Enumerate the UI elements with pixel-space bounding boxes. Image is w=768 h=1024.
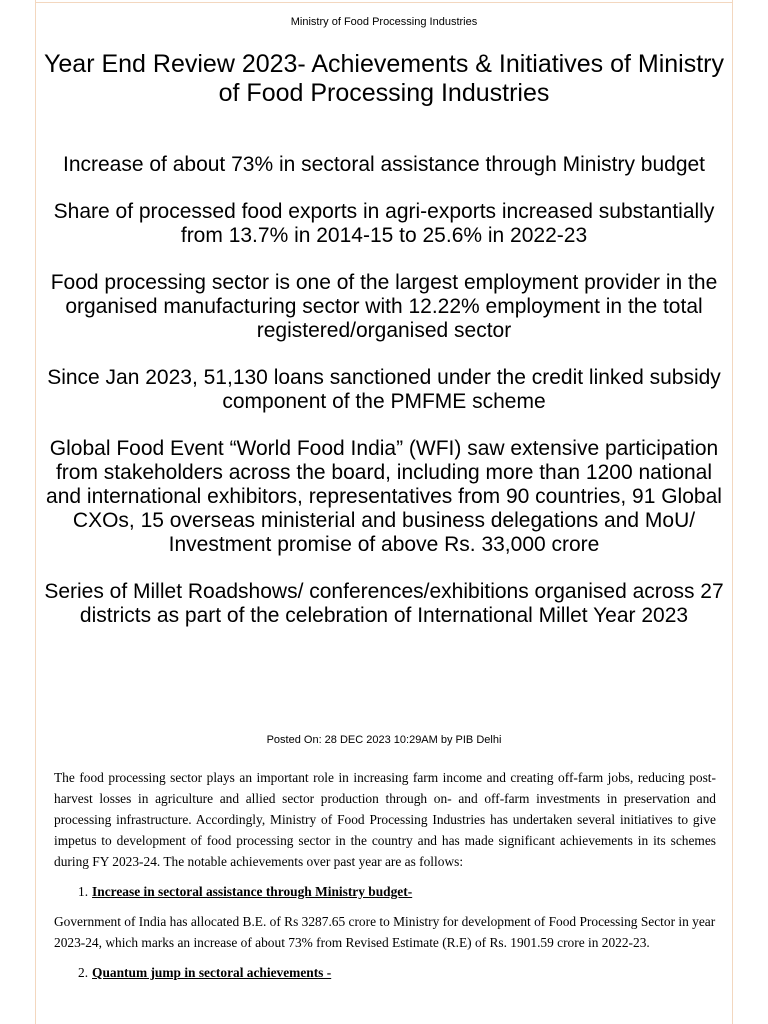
item-heading: Quantum jump in sectoral achievements - xyxy=(92,965,332,980)
ministry-header: Ministry of Food Processing Industries xyxy=(290,16,478,28)
list-item xyxy=(78,962,716,983)
item-heading: Increase in sectoral assistance through Ministry budget- xyxy=(92,884,413,899)
item-number: 2. xyxy=(78,965,89,980)
highlight-budget: Increase of about 73% in sectoral assistance through Ministry budget xyxy=(62,153,706,176)
item-number: 1. xyxy=(78,884,89,899)
highlights xyxy=(44,153,724,651)
list-item xyxy=(78,881,716,902)
highlight-exports: Share of processed food exports in agri-exports increased substantially from 13.7% in 2014-15 to 25.6% in 2022-23 xyxy=(53,200,715,247)
item-text: Government of India has allocated B.E. of Rs 3287.65 crore to Ministry for development of Food Processing Sector in year 2023-24, which marks an increase of about 73% from Revised Estimate (R.E) of Rs. 1901.59 crore in 2022-23. xyxy=(54,914,716,950)
page-title: Year End Review 2023- Achievements & Initiatives of Ministry of Food Processing Industries xyxy=(44,50,724,107)
posted-on: Posted On: 28 DEC 2023 10:29AM by PIB Delhi xyxy=(266,734,502,746)
highlight-employment: Food processing sector is one of the largest employment provider in the organised manufacturing sector with 12.22% employment in the total registered/organised sector xyxy=(50,271,718,342)
highlight-millet: Series of Millet Roadshows/ conferences/exhibitions organised across 27 districts as part of the celebration of International Millet Year 2023 xyxy=(44,580,724,627)
highlight-world-food-india: Global Food Event “World Food India” (WFI) saw extensive participation from stakeholders across the board, including more than 1200 national and international exhibitors, representatives from 90 countries, 91 Global CXOs, 15 overseas ministerial and business delegations and MoU/ Investment promise of above Rs. 33,000 crore xyxy=(46,437,722,556)
article-body xyxy=(54,767,716,992)
intro-paragraph: The food processing sector plays an important role in increasing farm income and creating off-farm jobs, reducing post-harvest losses in agriculture and allied sector production through on- and off-farm investments in preservation and processing infrastructure. Accordingly, Ministry of Food Processing Industries has undertaken several initiatives to give impetus to development of food processing sector in the country and has made significant achievements in its schemes during FY 2023-24. The notable achievements over past year are as follows: xyxy=(54,770,716,869)
highlight-loans: Since Jan 2023, 51,130 loans sanctioned under the credit linked subsidy component of the PMFME scheme xyxy=(47,366,721,413)
